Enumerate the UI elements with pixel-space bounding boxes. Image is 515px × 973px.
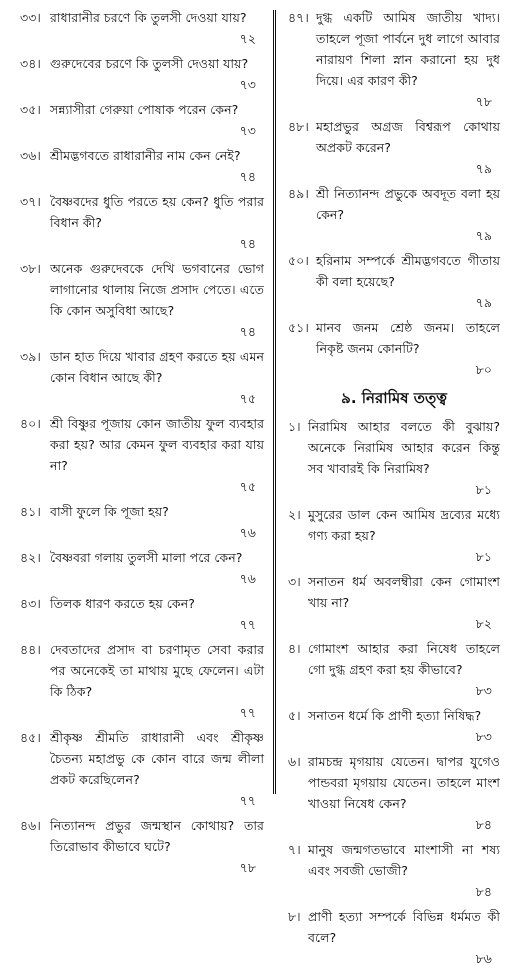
toc-entry xyxy=(20,258,264,342)
entry-page-number: ৭৪ xyxy=(239,169,256,184)
entry-body xyxy=(308,705,500,747)
entry-number: ৩৬। xyxy=(20,148,41,163)
toc-entry xyxy=(20,145,264,187)
entry-question: শ্রী নিত্যানন্দ প্রভুকে অবদূত বলা হয় কেন? xyxy=(316,186,500,222)
entry-page-number: ৭৫ xyxy=(239,479,256,494)
entry-body xyxy=(308,416,500,500)
entry-question: গুরুদেবের চরণে কি তুলসী দেওয়া যায়? xyxy=(50,56,249,71)
entry-question: ডান হাত দিয়ে খাবার গ্রহণ করতে হয় এমন কোন বিধান আছে কী? xyxy=(50,349,264,385)
entry-question: তিলক ধারণ করতে হয় কেন? xyxy=(50,596,195,611)
entry-number: ৪৩। xyxy=(20,596,41,611)
entry-body xyxy=(316,116,500,179)
entry-body xyxy=(50,547,264,589)
entry-body xyxy=(316,317,500,380)
entry-question: শ্রীকৃষ্ণ শ্রীমতি রাধারানী এবং শ্রীকৃষ্ণ চৈতন্য মহাপ্রভু কে কোন বারে জন্ম লীলা প্রকট করেছিলেন? xyxy=(50,730,264,787)
toc-entry xyxy=(20,413,264,497)
entry-body xyxy=(50,639,264,723)
entry-question: হরিনাম সম্পর্কে শ্রীমদ্ভগবতে গীতায় কী বলা হয়েছে? xyxy=(316,253,500,289)
toc-entry xyxy=(288,504,500,567)
entry-page-number: ৮৩ xyxy=(475,683,492,698)
entry-page-number: ৭৬ xyxy=(239,571,256,586)
entry-page-number: ৮১ xyxy=(475,549,492,564)
entry-page-number: ৭৫ xyxy=(239,391,256,406)
entry-body xyxy=(50,99,264,141)
entry-body xyxy=(50,815,264,878)
entry-page-number: ৮২ xyxy=(475,616,492,631)
entry-question: মুসুরের ডাল কেন আমিষ দ্রব্যের মধ্যে গণ্য করা হয়? xyxy=(308,507,500,543)
toc-entry xyxy=(20,593,264,635)
entry-question: রামচন্দ্র মৃগয়ায় যেতেন। দ্বাপর যুগেও পান্ডবরা মৃগয়ায় যেতেন। তাহলে মাংশ খাওয়া নিষেধ কেন? xyxy=(308,754,500,811)
entry-page-number: ৮০ xyxy=(475,362,492,377)
entry-number: ১। xyxy=(288,419,301,434)
section-title: ৯. নিরামিষ তত্ত্ব xyxy=(341,389,447,407)
entry-page-number: ৮১ xyxy=(475,482,492,497)
entry-page-number: ৭৪ xyxy=(239,236,256,251)
entry-question: গোমাংশ আহার করা নিষেধ তাহলে গো দুগ্ধ গ্রহণ করা হয় কীভাবে? xyxy=(308,641,500,677)
entry-page-number: ৮৬ xyxy=(475,951,492,966)
entry-number: ৩৪। xyxy=(20,56,41,71)
entry-page-number: ৮৪ xyxy=(475,884,492,899)
toc-entry xyxy=(288,250,500,313)
entry-number: ৮। xyxy=(288,909,301,924)
entry-number: ৩৮। xyxy=(20,261,41,276)
entry-number: ৪৫। xyxy=(20,730,41,745)
entry-question: শ্রী বিষ্ণুর পূজায় কোন জাতীয় ফুল ব্যবহার করা হয়? আর কেমন ফুল ব্যবহার করা যায় না? xyxy=(50,416,264,473)
entry-page-number: ৭৮ xyxy=(475,94,492,109)
entry-body xyxy=(308,571,500,634)
entry-number: ৪। xyxy=(288,641,301,656)
entry-question: দুগ্ধ একটি আমিষ জাতীয় খাদ্য। তাহলে পূজা পার্বনে দুধ লাগে আবার নারায়ণ শিলা স্নান করানো হয় দুধ দিয়ে। এর কারণ কী? xyxy=(316,10,500,88)
entry-number: ৪১। xyxy=(20,504,41,519)
entry-question: সনাতন ধর্ম অবলম্বীরা কেন গোমাংশ খায় না? xyxy=(308,574,500,610)
entry-page-number: ৭২ xyxy=(239,31,256,46)
entry-page-number: ৭৯ xyxy=(475,228,492,243)
entry-number: ৪০। xyxy=(20,416,41,431)
toc-entry xyxy=(20,346,264,409)
entry-number: ৪৮। xyxy=(288,119,309,134)
toc-entry xyxy=(288,839,500,902)
entry-question: অনেক গুরুদেবকে দেখি ভগবানের ভোগ লাগানোর থালায় নিজে প্রসাদ পেতে। এতে কি কোন অসুবিধা আছে? xyxy=(50,261,264,318)
entry-page-number: ৭৩ xyxy=(239,123,256,138)
entry-body xyxy=(50,593,264,635)
toc-entry xyxy=(288,416,500,500)
entry-body xyxy=(316,7,500,112)
entry-question: দেবতাদের প্রসাদ বা চরণামৃত সেবা করার পর অনেকেই তা মাথায় মুছে ফেলেন। এটা কি ঠিক? xyxy=(50,642,264,699)
entry-body xyxy=(308,638,500,701)
entry-page-number: ৭৭ xyxy=(239,705,256,720)
toc-entry xyxy=(288,906,500,969)
entry-number: ৫০। xyxy=(288,253,309,268)
right-column xyxy=(288,7,500,973)
entry-body xyxy=(50,191,264,254)
entry-body xyxy=(316,183,500,246)
entry-question: মহাপ্রভুর অগ্রজ বিশ্বরূপ কোথায় অপ্রকট করেন? xyxy=(316,119,500,155)
entry-number: ৭। xyxy=(288,842,301,857)
toc-entry xyxy=(288,7,500,112)
entry-page-number: ৮৩ xyxy=(475,729,492,744)
entry-number: ৪২। xyxy=(20,550,41,565)
entry-question: বাসী ফুলে কি পূজা হয়? xyxy=(50,504,169,519)
entry-page-number: ৮৪ xyxy=(475,817,492,832)
toc-entry xyxy=(20,53,264,95)
entry-body xyxy=(50,258,264,342)
column-divider xyxy=(273,10,276,794)
toc-entry xyxy=(288,705,500,747)
entry-number: ৩৫। xyxy=(20,102,41,117)
toc-entry xyxy=(20,501,264,543)
entry-page-number: ৭৯ xyxy=(475,161,492,176)
toc-entry xyxy=(20,99,264,141)
entry-question: নিরামিষ আহার বলতে কী বুঝায়? অনেকে নিরামিষ আহার করেন কিন্তু সব খাবারই কি নিরামিষ? xyxy=(308,419,500,476)
entry-question: বৈষ্ণবদের ধুতি পরতে হয় কেন? ধুতি পরার বিধান কী? xyxy=(50,194,264,230)
entry-body xyxy=(308,751,500,835)
entry-number: ৫১। xyxy=(288,320,309,335)
entry-question: মানুষ জন্মগতভাবে মাংশাসী না শষ্য এবং সবজী ভোজী? xyxy=(308,842,500,878)
toc-entry xyxy=(288,183,500,246)
entry-number: ২। xyxy=(288,507,301,522)
toc-entry xyxy=(20,727,264,811)
entry-page-number: ৭৩ xyxy=(239,77,256,92)
entry-body xyxy=(308,504,500,567)
toc-entry xyxy=(288,116,500,179)
entry-body xyxy=(50,53,264,95)
entry-body xyxy=(50,7,264,49)
entry-body xyxy=(50,501,264,543)
entry-number: ৪৪। xyxy=(20,642,41,657)
toc-entry xyxy=(20,191,264,254)
entry-page-number: ৭৯ xyxy=(475,295,492,310)
entry-page-number: ৭৭ xyxy=(239,793,256,808)
toc-entry xyxy=(20,815,264,878)
entry-number: ৬। xyxy=(288,754,301,769)
entry-body xyxy=(50,413,264,497)
entry-question: প্রাণী হত্যা সম্পর্কে বিভিন্ন ধর্মমত কী বলে? xyxy=(308,909,500,945)
entry-question: নিত্যানন্দ প্রভুর জন্মস্থান কোথায়? তার তিরোভাব কীভাবে ঘটে? xyxy=(50,818,264,854)
right-column-entries xyxy=(288,7,500,380)
left-column xyxy=(20,7,264,882)
entry-page-number: ৭৮ xyxy=(239,860,256,875)
entry-body xyxy=(316,250,500,313)
entry-page-number: ৭৪ xyxy=(239,324,256,339)
entry-question: সনাতন ধর্মে কি প্রাণী হত্যা নিষিদ্ধ? xyxy=(308,708,482,723)
toc-entry xyxy=(288,638,500,701)
entry-page-number: ৭৬ xyxy=(239,525,256,540)
entry-number: ৩৩। xyxy=(20,10,41,25)
entry-question: মানব জনম শ্রেষ্ঠ জনম। তাহলে নিকৃষ্ট জনম কোনটি? xyxy=(316,320,500,356)
toc-entry xyxy=(288,751,500,835)
entry-number: ৪৯। xyxy=(288,186,309,201)
entry-body xyxy=(50,145,264,187)
entry-body xyxy=(50,727,264,811)
entry-body xyxy=(308,906,500,969)
entry-question: সন্ন্যাসীরা গেরুয়া পোষাক পরেন কেন? xyxy=(50,102,239,117)
entry-number: ৪৬। xyxy=(20,818,41,833)
section-entries xyxy=(288,416,500,969)
entry-body xyxy=(308,839,500,902)
entry-question: শ্রীমদ্ভগবতে রাধারানীর নাম কেন নেই? xyxy=(50,148,241,163)
entry-number: ৩৯। xyxy=(20,349,41,364)
entry-question: বৈষ্ণবরা গলায় তুলসী মালা পরে কেন? xyxy=(50,550,243,565)
entry-number: ৩। xyxy=(288,574,301,589)
toc-entry xyxy=(288,317,500,380)
entry-number: ৪৭। xyxy=(288,10,309,25)
entry-number: ৫। xyxy=(288,708,301,723)
toc-entry xyxy=(20,639,264,723)
toc-entry xyxy=(288,571,500,634)
entry-page-number: ৭৭ xyxy=(239,617,256,632)
entry-body xyxy=(50,346,264,409)
toc-entry xyxy=(20,547,264,589)
toc-entry xyxy=(20,7,264,49)
entry-question: রাধারানীর চরণে কি তুলসী দেওয়া যায়? xyxy=(50,10,247,25)
entry-number: ৩৭। xyxy=(20,194,41,209)
